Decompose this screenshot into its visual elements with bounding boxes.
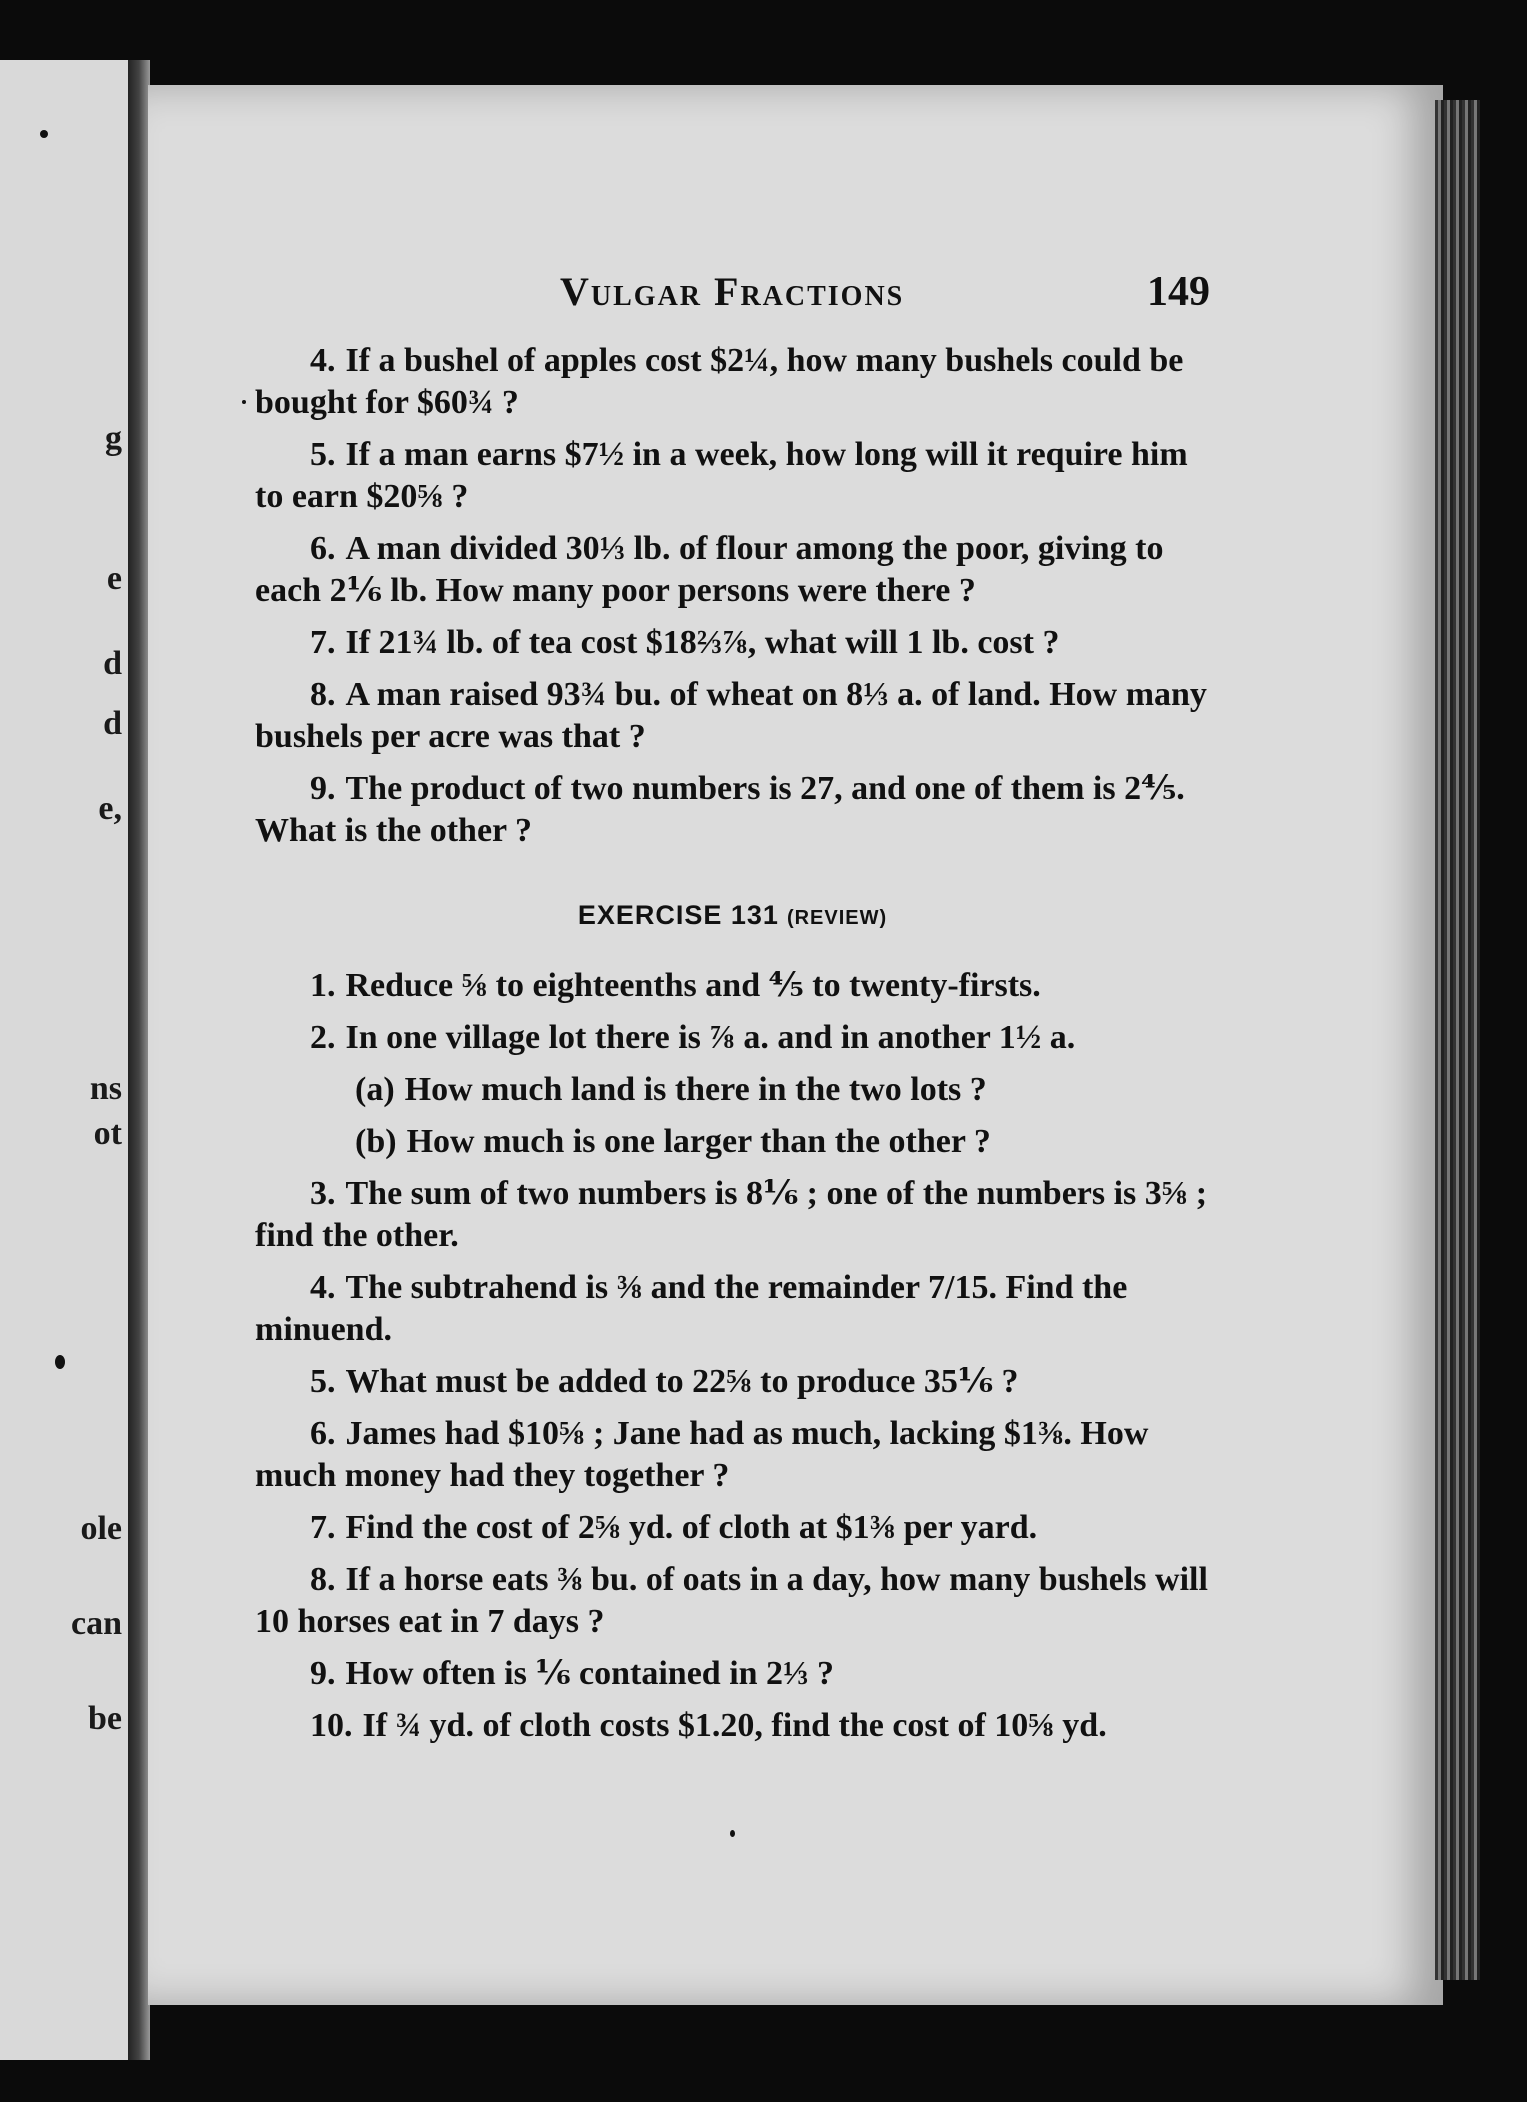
problem-number: 9. bbox=[310, 770, 336, 807]
exercise-sub-item bbox=[355, 1069, 1210, 1111]
exercise-item-text: Find the cost of 2⅝ yd. of cloth at $1⅜ per yard. bbox=[345, 1509, 1038, 1546]
exercise-title: EXERCISE 131 bbox=[577, 900, 779, 930]
exercise-item bbox=[255, 965, 1210, 1007]
scan-speck bbox=[40, 130, 48, 138]
exercise-item-text: How often is ⅙ contained in 2⅓ ? bbox=[345, 1655, 835, 1692]
problem-text: If a man earns $7½ in a week, how long will it require him to earn $20⅝ ? bbox=[255, 436, 1188, 515]
exercise-item-number: 3. bbox=[310, 1175, 336, 1212]
exercise-heading bbox=[255, 894, 1210, 939]
problem-number: 5. bbox=[310, 436, 336, 473]
exercise-item bbox=[255, 1017, 1210, 1059]
problem-number: 4. bbox=[310, 342, 336, 379]
problem-item bbox=[255, 674, 1210, 758]
exercise-item bbox=[255, 1653, 1210, 1695]
scan-speck bbox=[730, 1830, 735, 1837]
sub-item-label: (b) bbox=[355, 1123, 397, 1160]
exercise-item-number: 4. bbox=[310, 1269, 336, 1306]
left-page-fragment: ns bbox=[89, 1070, 122, 1107]
left-page-fragment: ole bbox=[80, 1510, 122, 1547]
exercise-item bbox=[255, 1559, 1210, 1643]
left-page-fragment: d bbox=[103, 705, 122, 742]
exercise-item bbox=[255, 1705, 1210, 1747]
exercise-item bbox=[255, 1267, 1210, 1351]
left-page-fragment: can bbox=[71, 1605, 122, 1642]
exercise-item-number: 5. bbox=[310, 1363, 336, 1400]
left-page-fragment: g bbox=[105, 420, 122, 457]
sub-item-text: How much is one larger than the other ? bbox=[406, 1123, 991, 1160]
exercise-item-text: James had $10⅝ ; Jane had as much, lacking $1⅜. How much money had they together ? bbox=[255, 1415, 1149, 1494]
exercise-item-text: If a horse eats ⅜ bu. of oats in a day, how many bushels will 10 horses eat in 7 days ? bbox=[255, 1561, 1208, 1640]
exercise-item-number: 7. bbox=[310, 1509, 336, 1546]
exercise-item-number: 1. bbox=[310, 967, 336, 1004]
problem-number: 8. bbox=[310, 676, 336, 713]
exercise-item bbox=[255, 1413, 1210, 1497]
book-gutter bbox=[128, 60, 150, 2060]
page-edge-shadow bbox=[1435, 100, 1480, 1980]
left-page-fragment: be bbox=[88, 1700, 122, 1737]
problem-item bbox=[255, 528, 1210, 612]
running-title: Vulgar Fractions bbox=[560, 269, 905, 314]
exercise-subtitle: (REVIEW) bbox=[786, 907, 888, 929]
left-page-fragment: e bbox=[106, 560, 122, 597]
problem-item bbox=[255, 434, 1210, 518]
problem-text: A man raised 93¾ bu. of wheat on 8⅓ a. of land. How many bushels per acre was that ? bbox=[255, 676, 1207, 755]
left-page-fragment: d bbox=[103, 645, 122, 682]
exercise-sub-item bbox=[355, 1121, 1210, 1163]
problem-text: The product of two numbers is 27, and one of them is 2⅘. What is the other ? bbox=[255, 770, 1185, 849]
problem-item bbox=[255, 768, 1210, 852]
problem-text: If a bushel of apples cost $2¼, how many bushels could be bought for $60¾ ? bbox=[255, 342, 1184, 421]
sub-item-text: How much land is there in the two lots ? bbox=[404, 1071, 987, 1108]
problem-number: 7. bbox=[310, 624, 336, 661]
problem-item bbox=[255, 622, 1210, 664]
left-page-fragment: ot bbox=[93, 1115, 122, 1152]
page-header bbox=[560, 268, 1210, 328]
exercise-item-text: Reduce ⅝ to eighteenths and ⅘ to twenty-firsts. bbox=[345, 967, 1041, 1004]
exercise-item-text: If ¾ yd. of cloth costs $1.20, find the cost of 10⅝ yd. bbox=[362, 1707, 1107, 1744]
sub-item-label: (a) bbox=[355, 1071, 395, 1108]
exercise-item-number: 2. bbox=[310, 1019, 336, 1056]
exercise-item bbox=[255, 1361, 1210, 1403]
exercise-item bbox=[255, 1173, 1210, 1257]
exercise-item-number: 10. bbox=[310, 1707, 353, 1744]
exercise-item-text: What must be added to 22⅝ to produce 35⅙ ? bbox=[345, 1363, 1019, 1400]
problem-number: 6. bbox=[310, 530, 336, 567]
exercise-item-text: The sum of two numbers is 8⅙ ; one of the numbers is 3⅝ ; find the other. bbox=[255, 1175, 1208, 1254]
problem-item bbox=[255, 340, 1210, 424]
scan-speck bbox=[242, 400, 246, 404]
exercise-item-number: 6. bbox=[310, 1415, 336, 1452]
scan-speck bbox=[55, 1355, 65, 1369]
left-page-margin bbox=[0, 60, 130, 2060]
exercise-item-text: The subtrahend is ⅜ and the remainder 7/15. Find the minuend. bbox=[255, 1269, 1128, 1348]
problem-text: If 21¾ lb. of tea cost $18⅔⅞, what will 1 lb. cost ? bbox=[345, 624, 1060, 661]
exercise-item-number: 9. bbox=[310, 1655, 336, 1692]
exercise-item-number: 8. bbox=[310, 1561, 336, 1598]
page-content bbox=[255, 340, 1210, 1757]
problem-text: A man divided 30⅓ lb. of flour among the poor, giving to each 2⅙ lb. How many poor persons were there ? bbox=[255, 530, 1164, 609]
left-page-fragment: e, bbox=[98, 790, 122, 827]
page-number: 149 bbox=[1147, 269, 1210, 315]
exercise-item-text: In one village lot there is ⅞ a. and in another 1½ a. bbox=[345, 1019, 1076, 1056]
exercise-item bbox=[255, 1507, 1210, 1549]
